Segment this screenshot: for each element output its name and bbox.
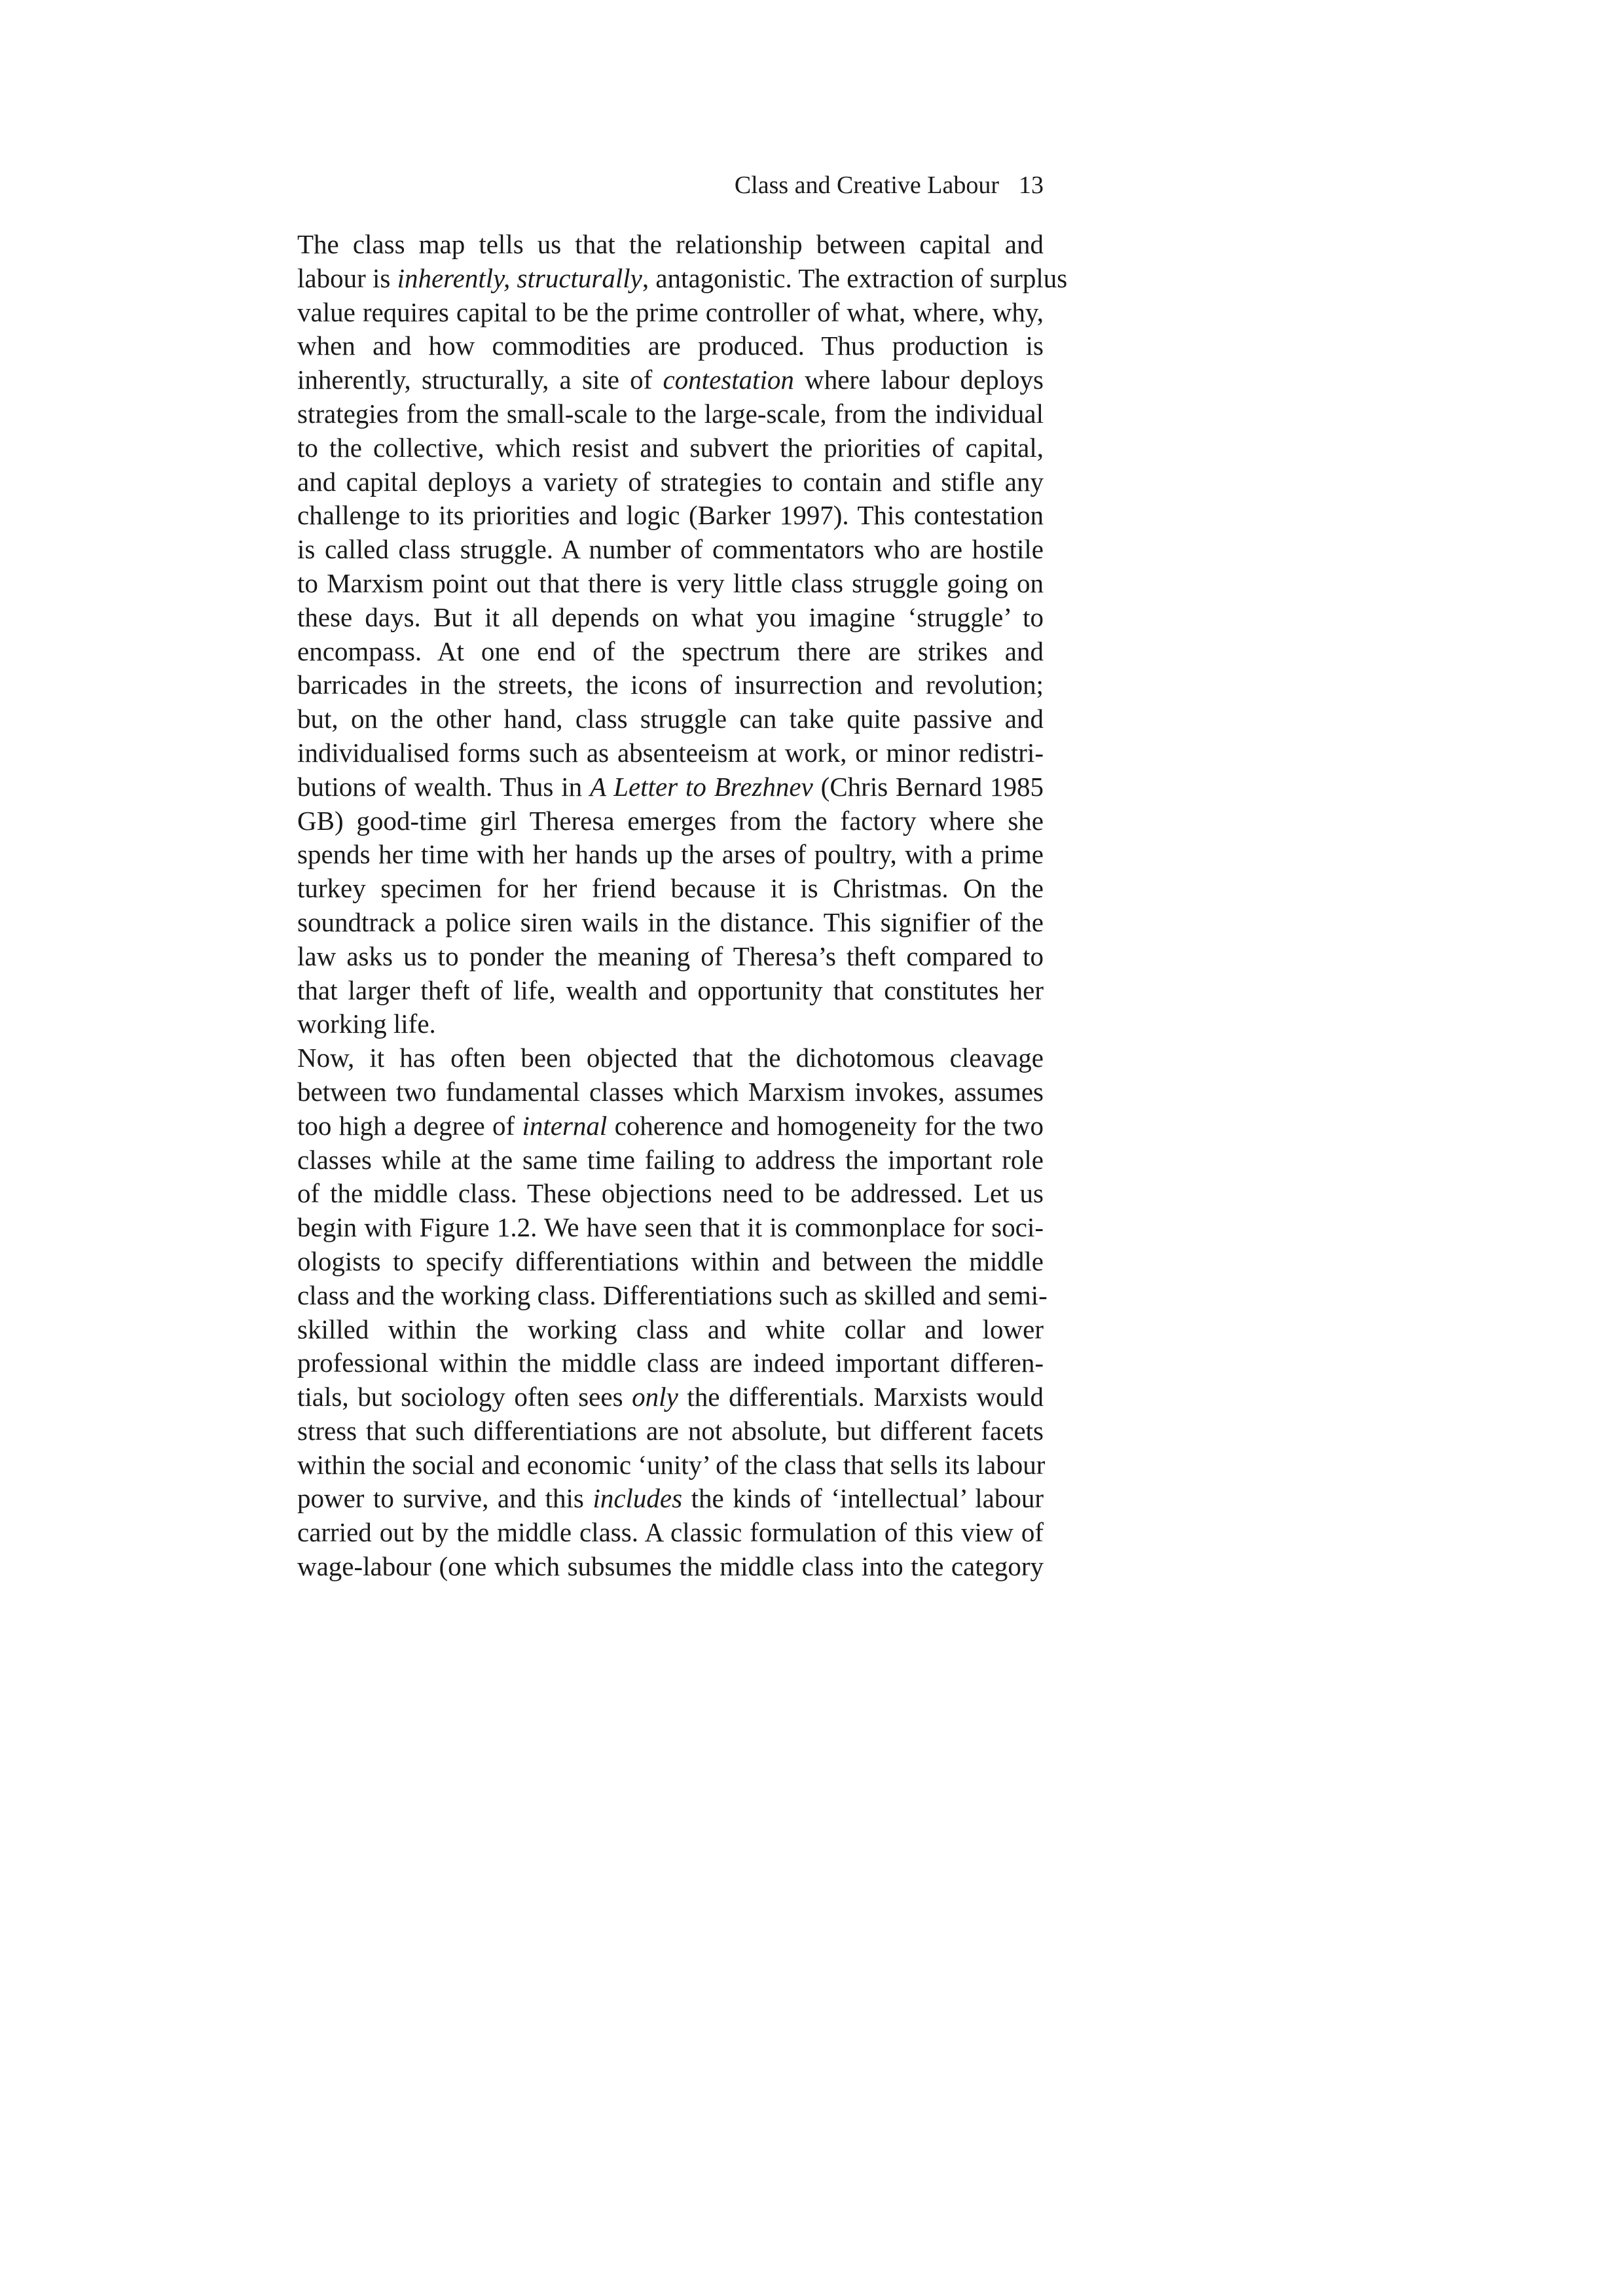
text-run: coherence and homogeneity for the two — [607, 1110, 1044, 1141]
text-run: ologists to specify differentiations within and between the middle — [297, 1246, 1044, 1276]
text-run: The class map tells us that the relationship between capital and — [297, 229, 1044, 259]
text-line — [267, 1245, 1044, 1279]
text-run: where labour deploys — [793, 365, 1044, 395]
text-line — [267, 431, 1044, 465]
text-line — [267, 872, 1044, 906]
text-line — [267, 940, 1044, 974]
italic-text: inherently, structurally — [397, 262, 642, 293]
text-run: stress that such differentiations are not absolute, but different facets — [297, 1415, 1044, 1446]
italic-text: internal — [522, 1110, 608, 1141]
italic-text: includes — [593, 1483, 683, 1514]
text-run: when and how commodities are produced. Thus production is — [297, 331, 1044, 361]
text-run: the kinds of ‘intellectual’ labour — [682, 1483, 1044, 1514]
text-run: turkey specimen for her friend because it is Christmas. On the — [297, 873, 1044, 904]
text-run: individualised forms such as absenteeism at work, or minor redistri- — [297, 737, 1044, 768]
italic-text: contestation — [663, 365, 794, 395]
text-line — [267, 1143, 1044, 1177]
text-line — [267, 1007, 1044, 1041]
text-run: (Chris Bernard 1985 — [812, 771, 1044, 802]
text-run: butions of wealth. Thus in — [297, 771, 590, 802]
paragraph — [267, 1041, 1048, 1584]
text-run: value requires capital to be the prime controller of what, where, why, — [297, 296, 1044, 327]
text-run: wage-labour (one which subsumes the middle class into the category — [297, 1551, 1044, 1582]
text-line — [267, 1448, 1044, 1482]
text-run: too high a degree of — [297, 1110, 522, 1141]
text-run: the differentials. Marxists would — [678, 1382, 1044, 1412]
text-run: Now, it has often been objected that the dichotomous cleavage — [297, 1043, 1044, 1073]
text-run: begin with Figure 1.2. We have seen that it is commonplace for soci- — [297, 1212, 1044, 1243]
text-run: that larger theft of life, wealth and opportunity that constitutes her — [297, 975, 1044, 1005]
text-run: labour is — [297, 262, 397, 293]
text-line — [267, 465, 1044, 499]
text-run: within the social and economic ‘unity’ of the class that sells its labour — [297, 1449, 1046, 1480]
text-line — [267, 1550, 1044, 1584]
text-run: inherently, structurally, a site of — [297, 365, 663, 395]
text-line — [267, 1482, 1044, 1516]
text-line — [267, 397, 1044, 431]
text-run: but, on the other hand, class struggle can take quite passive and — [297, 704, 1044, 734]
text-line — [267, 296, 1044, 330]
text-line — [267, 1313, 1044, 1347]
text-line — [267, 974, 1044, 1008]
text-line — [267, 1041, 1044, 1075]
text-line — [267, 1075, 1044, 1109]
text-run: strategies from the small-scale to the large-scale, from the individual — [297, 398, 1044, 429]
text-run: power to survive, and this — [297, 1483, 593, 1514]
text-run: law asks us to ponder the meaning of Theresa’s theft compared to — [297, 941, 1044, 971]
text-run: carried out by the middle class. A classic formulation of this view of — [297, 1517, 1044, 1548]
text-line — [267, 567, 1044, 601]
text-run: tials, but sociology often sees — [297, 1382, 632, 1412]
text-line — [267, 1211, 1044, 1245]
text-run: of the middle class. These objections need to be addressed. Let us — [297, 1178, 1044, 1209]
text-run: to the collective, which resist and subvert the priorities of capital, — [297, 432, 1044, 463]
text-line — [267, 1414, 1044, 1448]
text-line — [267, 363, 1044, 397]
text-line — [267, 499, 1044, 533]
text-line — [267, 702, 1044, 736]
text-line — [267, 838, 1044, 872]
text-line — [267, 1279, 1048, 1313]
text-line — [267, 262, 1068, 296]
text-run: skilled within the working class and white collar and lower — [297, 1314, 1044, 1344]
page-number: 13 — [1019, 171, 1044, 199]
text-line — [267, 1109, 1044, 1143]
text-line — [267, 329, 1044, 363]
text-run: between two fundamental classes which Marxism invokes, assumes — [297, 1076, 1044, 1107]
text-run: spends her time with her hands up the arses of poultry, with a prime — [297, 839, 1044, 870]
text-run: encompass. At one end of the spectrum there are strikes and — [297, 636, 1044, 666]
text-run: working life. — [297, 1009, 436, 1039]
text-line — [267, 635, 1044, 669]
running-head-title: Class and Creative Labour — [734, 171, 999, 199]
text-line — [267, 1516, 1044, 1550]
text-run: to Marxism point out that there is very little class struggle going on — [297, 567, 1044, 598]
text-line — [267, 228, 1044, 262]
text-line — [267, 906, 1044, 940]
text-run: challenge to its priorities and logic (Barker 1997). This contestation — [297, 500, 1044, 531]
text-run: GB) good-time girl Theresa emerges from the factory where she — [297, 805, 1044, 836]
text-line — [267, 770, 1044, 804]
text-line — [267, 668, 1044, 702]
text-run: professional within the middle class are indeed important differen- — [297, 1348, 1044, 1378]
running-head — [267, 169, 1044, 202]
text-run: these days. But it all depends on what you imagine ‘struggle’ to — [297, 601, 1044, 632]
body-text — [267, 228, 1068, 1584]
text-run: class and the working class. Differentiations such as skilled and semi- — [297, 1280, 1048, 1310]
text-run: classes while at the same time failing to address the important role — [297, 1144, 1044, 1175]
text-run: soundtrack a police siren wails in the distance. This signifier of the — [297, 906, 1044, 937]
text-line — [267, 1346, 1044, 1380]
text-run: and capital deploys a variety of strategies to contain and stifle any — [297, 466, 1044, 497]
text-line — [267, 533, 1044, 567]
text-line — [267, 804, 1044, 838]
italic-text: only — [632, 1382, 678, 1412]
text-line — [267, 1177, 1044, 1211]
text-line — [267, 736, 1044, 770]
text-line — [267, 601, 1044, 635]
italic-text: A Letter to Brezhnev — [589, 771, 813, 802]
text-run: barricades in the streets, the icons of insurrection and revolution; — [297, 670, 1044, 700]
text-run: , antagonistic. The extraction of surplus — [642, 262, 1068, 293]
text-run: is called class struggle. A number of commentators who are hostile — [297, 534, 1044, 565]
paragraph — [267, 228, 1068, 1041]
text-line — [267, 1380, 1044, 1414]
